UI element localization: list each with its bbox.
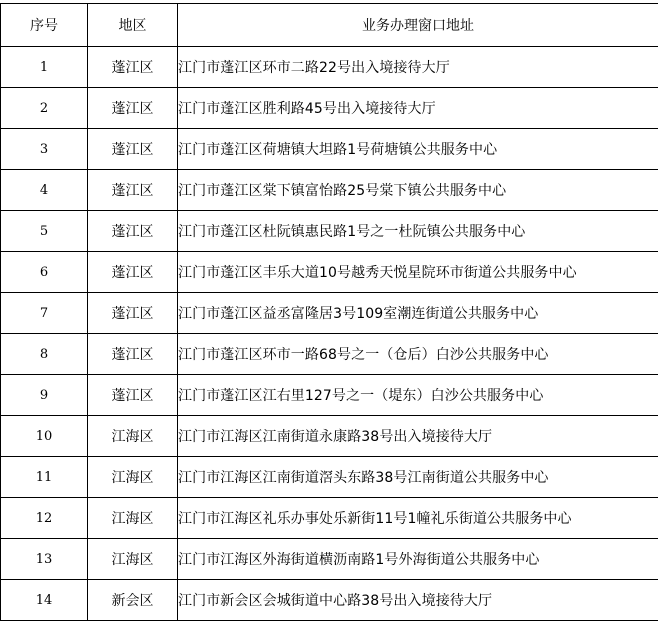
cell-no[interactable]: 6 (1, 252, 88, 293)
table-row (1, 47, 659, 88)
cell-address[interactable]: 江门市江海区外海街道横沥南路1号外海街道公共服务中心 (178, 539, 659, 580)
cell-address[interactable]: 江门市蓬江区环市二路22号出入境接待大厅 (178, 47, 659, 88)
table-row (1, 580, 659, 621)
cell-no[interactable]: 14 (1, 580, 88, 621)
table-row (1, 293, 659, 334)
cell-no[interactable]: 5 (1, 211, 88, 252)
cell-no[interactable]: 10 (1, 416, 88, 457)
cell-address[interactable]: 江门市蓬江区环市一路68号之一（仓后）白沙公共服务中心 (178, 334, 659, 375)
cell-area[interactable]: 蓬江区 (88, 375, 178, 416)
table-row (1, 211, 659, 252)
cell-no[interactable]: 2 (1, 88, 88, 129)
cell-address[interactable]: 江门市江海区江南街道滘头东路38号江南街道公共服务中心 (178, 457, 659, 498)
table-body (1, 47, 659, 621)
cell-area[interactable]: 蓬江区 (88, 252, 178, 293)
cell-address[interactable]: 江门市蓬江区益丞富隆居3号109室潮连街道公共服务中心 (178, 293, 659, 334)
header-row (1, 4, 659, 47)
cell-address[interactable]: 江门市蓬江区丰乐大道10号越秀天悦星院环市街道公共服务中心 (178, 252, 659, 293)
cell-no[interactable]: 13 (1, 539, 88, 580)
cell-no[interactable]: 12 (1, 498, 88, 539)
cell-area[interactable]: 江海区 (88, 539, 178, 580)
cell-address[interactable]: 江门市新会区会城街道中心路38号出入境接待大厅 (178, 580, 659, 621)
cell-area[interactable]: 新会区 (88, 580, 178, 621)
cell-area[interactable]: 蓬江区 (88, 211, 178, 252)
cell-address[interactable]: 江门市蓬江区江右里127号之一（堤东）白沙公共服务中心 (178, 375, 659, 416)
table-row (1, 88, 659, 129)
cell-area[interactable]: 江海区 (88, 416, 178, 457)
header-cell-address[interactable]: 业务办理窗口地址 (178, 4, 659, 47)
cell-no[interactable]: 7 (1, 293, 88, 334)
cell-address[interactable]: 江门市江海区礼乐办事处乐新街11号1幢礼乐街道公共服务中心 (178, 498, 659, 539)
cell-no[interactable]: 4 (1, 170, 88, 211)
table-row (1, 416, 659, 457)
table-row (1, 375, 659, 416)
cell-area[interactable]: 蓬江区 (88, 334, 178, 375)
cell-area[interactable]: 江海区 (88, 498, 178, 539)
cell-address[interactable]: 江门市蓬江区杜阮镇惠民路1号之一杜阮镇公共服务中心 (178, 211, 659, 252)
table-row (1, 170, 659, 211)
cell-area[interactable]: 蓬江区 (88, 129, 178, 170)
cell-area[interactable]: 江海区 (88, 457, 178, 498)
cell-no[interactable]: 3 (1, 129, 88, 170)
table-row (1, 129, 659, 170)
cell-address[interactable]: 江门市蓬江区棠下镇富怡路25号棠下镇公共服务中心 (178, 170, 659, 211)
header-cell-area[interactable]: 地区 (88, 4, 178, 47)
cell-no[interactable]: 8 (1, 334, 88, 375)
cell-address[interactable]: 江门市蓬江区胜利路45号出入境接待大厅 (178, 88, 659, 129)
table-row (1, 498, 659, 539)
table-row (1, 334, 659, 375)
cell-area[interactable]: 蓬江区 (88, 293, 178, 334)
cell-no[interactable]: 1 (1, 47, 88, 88)
cell-no[interactable]: 11 (1, 457, 88, 498)
cell-address[interactable]: 江门市蓬江区荷塘镇大坦路1号荷塘镇公共服务中心 (178, 129, 659, 170)
cell-area[interactable]: 蓬江区 (88, 47, 178, 88)
table-row (1, 457, 659, 498)
cell-no[interactable]: 9 (1, 375, 88, 416)
cell-area[interactable]: 蓬江区 (88, 170, 178, 211)
address-table (0, 3, 659, 621)
header-cell-no[interactable]: 序号 (1, 4, 88, 47)
table-row (1, 539, 659, 580)
cell-address[interactable]: 江门市江海区江南街道永康路38号出入境接待大厅 (178, 416, 659, 457)
table-row (1, 252, 659, 293)
cell-area[interactable]: 蓬江区 (88, 88, 178, 129)
